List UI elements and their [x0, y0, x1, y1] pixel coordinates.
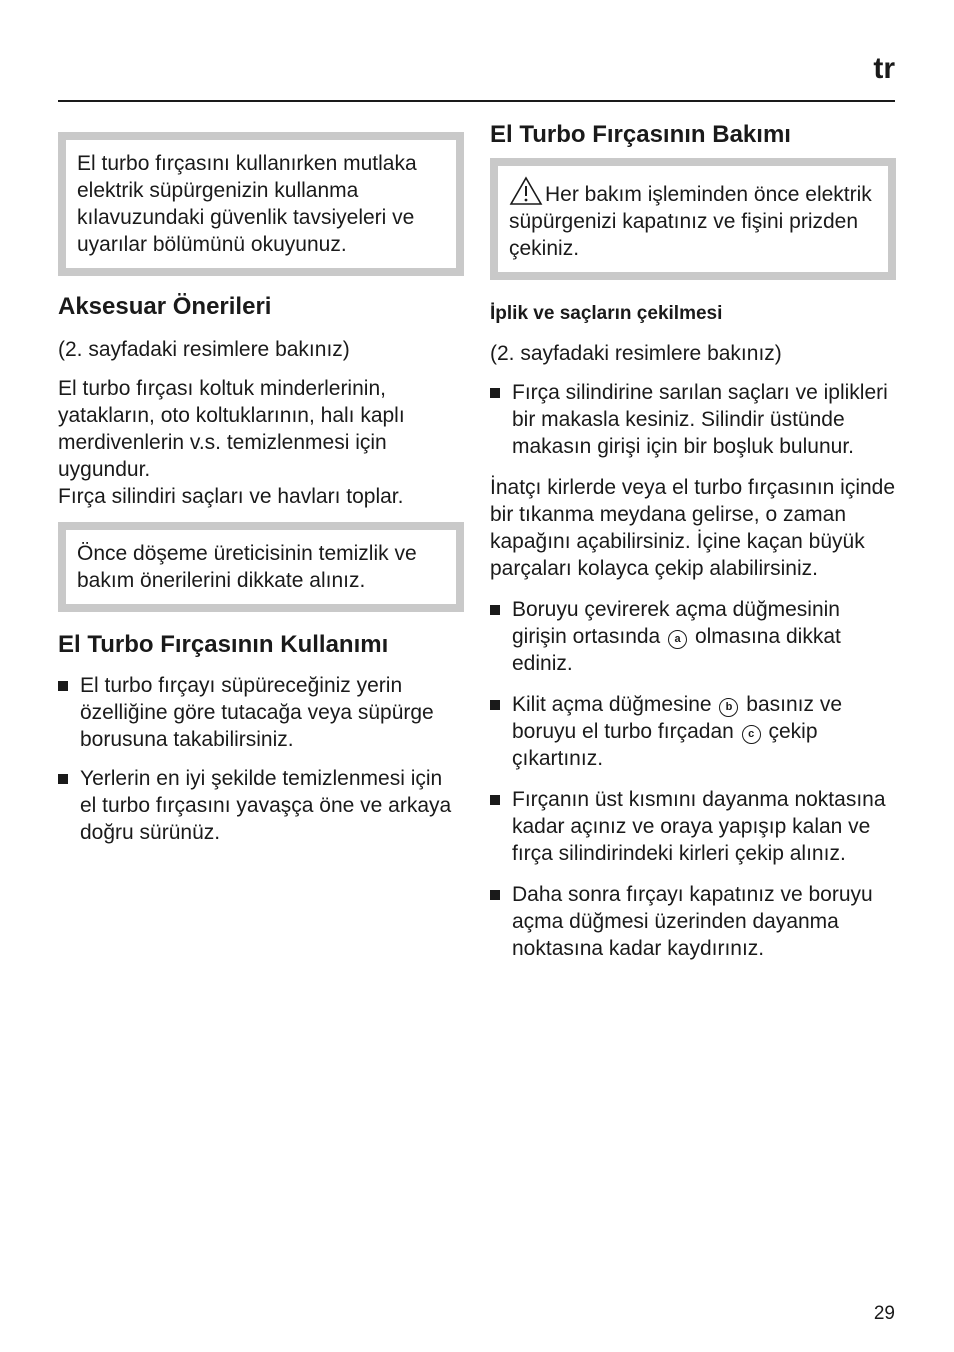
warning-triangle-icon [509, 176, 543, 206]
bullet-square-icon [490, 388, 500, 398]
usage-list [58, 672, 464, 846]
list-item [58, 765, 464, 846]
cleaning-steps-list [490, 596, 896, 962]
list-item-text: El turbo fırçayı süpüreceğiniz yerin özelliğine göre tutacağa veya süpürge borusuna takabilirsiniz. [80, 674, 434, 751]
bullet-square-icon [490, 605, 500, 615]
subsection-title-threads: İplik ve saçların çekilmesi [490, 303, 723, 324]
list-item [490, 786, 896, 867]
picture-reference: (2. sayfadaki resimlere bakınız) [58, 338, 350, 361]
warning-box [490, 158, 896, 280]
bullet-square-icon [58, 774, 68, 784]
clog-instructions: İnatçı kirlerde veya el turbo fırçasının içinde bir tıkanma meydana gelirse, o zaman kapağını açabilirsiniz. İçine kaçan büyük parçaları kolayca çekip alabilirsiniz. [490, 476, 896, 580]
left-column [58, 120, 464, 846]
list-item-text: Fırça silindirine sarılan saçları ve iplikleri bir makasla kesiniz. Silindir üstünde makasın girişi için bir boşluk bulunur. [512, 381, 888, 458]
list-item-text: Fırçanın üst kısmını dayanma noktasına kadar açınız ve oraya yapışıp kalan ve fırça silindirindeki kirleri çekip alınız. [512, 788, 886, 865]
right-column [490, 120, 896, 962]
list-item-text: Kilit açma düğmesine [512, 693, 712, 716]
list-item [490, 691, 896, 772]
section-title-accessories: Aksesuar Önerileri [58, 293, 272, 320]
threads-list [490, 379, 896, 460]
list-item-text: Boruyu çevirerek açma düğmesinin girişin ortasında [512, 598, 840, 648]
list-item [490, 379, 896, 460]
marker-b: b [719, 698, 738, 717]
list-item-text: çekip çıkartınız. [512, 720, 818, 770]
list-item-text: Daha sonra fırçayı kapatınız ve boruyu açma düğmesi üzerinden dayanma noktasına kadar kaydırınız. [512, 883, 873, 960]
section-title-maintenance: El Turbo Fırçasının Bakımı [490, 121, 791, 148]
bullet-square-icon [58, 681, 68, 691]
bullet-square-icon [490, 795, 500, 805]
list-item-text: olmasına dikkat ediniz. [512, 625, 841, 675]
list-item-text: Yerlerin en iyi şekilde temizlenmesi için el turbo fırçasını yavaşça öne ve arkaya doğru sürünüz. [80, 767, 452, 844]
brush-roller-description: Fırça silindiri saçları ve havları toplar. [58, 485, 404, 508]
language-code: tr [873, 52, 895, 85]
bullet-square-icon [490, 890, 500, 900]
list-item [490, 881, 896, 962]
header-rule [58, 100, 895, 102]
accessory-description: El turbo fırçası koltuk minderlerinin, yatakların, oto koltuklarının, halı kaplı merdivenlerin v.s. temizlenmesi için uygundur. [58, 377, 405, 481]
marker-c: c [742, 725, 761, 744]
page-number: 29 [873, 1303, 895, 1324]
picture-reference: (2. sayfadaki resimlere bakınız) [490, 342, 782, 365]
list-item [490, 596, 896, 677]
notice-box-upholstery: Önce döşeme üreticisinin temizlik ve bakım önerilerini dikkate alınız. [58, 522, 464, 612]
notice-box-safety: El turbo fırçasını kullanırken mutlaka elektrik süpürgenizin kullanma kılavuzundaki güvenlik tavsiyeleri ve uyarılar bölümünü okuyunuz. [58, 132, 464, 276]
section-title-usage: El Turbo Fırçasının Kullanımı [58, 631, 389, 658]
warning-text: Her bakım işleminden önce elektrik süpürgenizi kapatınız ve fişini prizden çekiniz. [509, 183, 872, 260]
list-item [58, 672, 464, 753]
bullet-square-icon [490, 700, 500, 710]
marker-a: a [668, 630, 687, 649]
list-item-text: basınız ve boruyu el turbo fırçadan [512, 693, 843, 743]
